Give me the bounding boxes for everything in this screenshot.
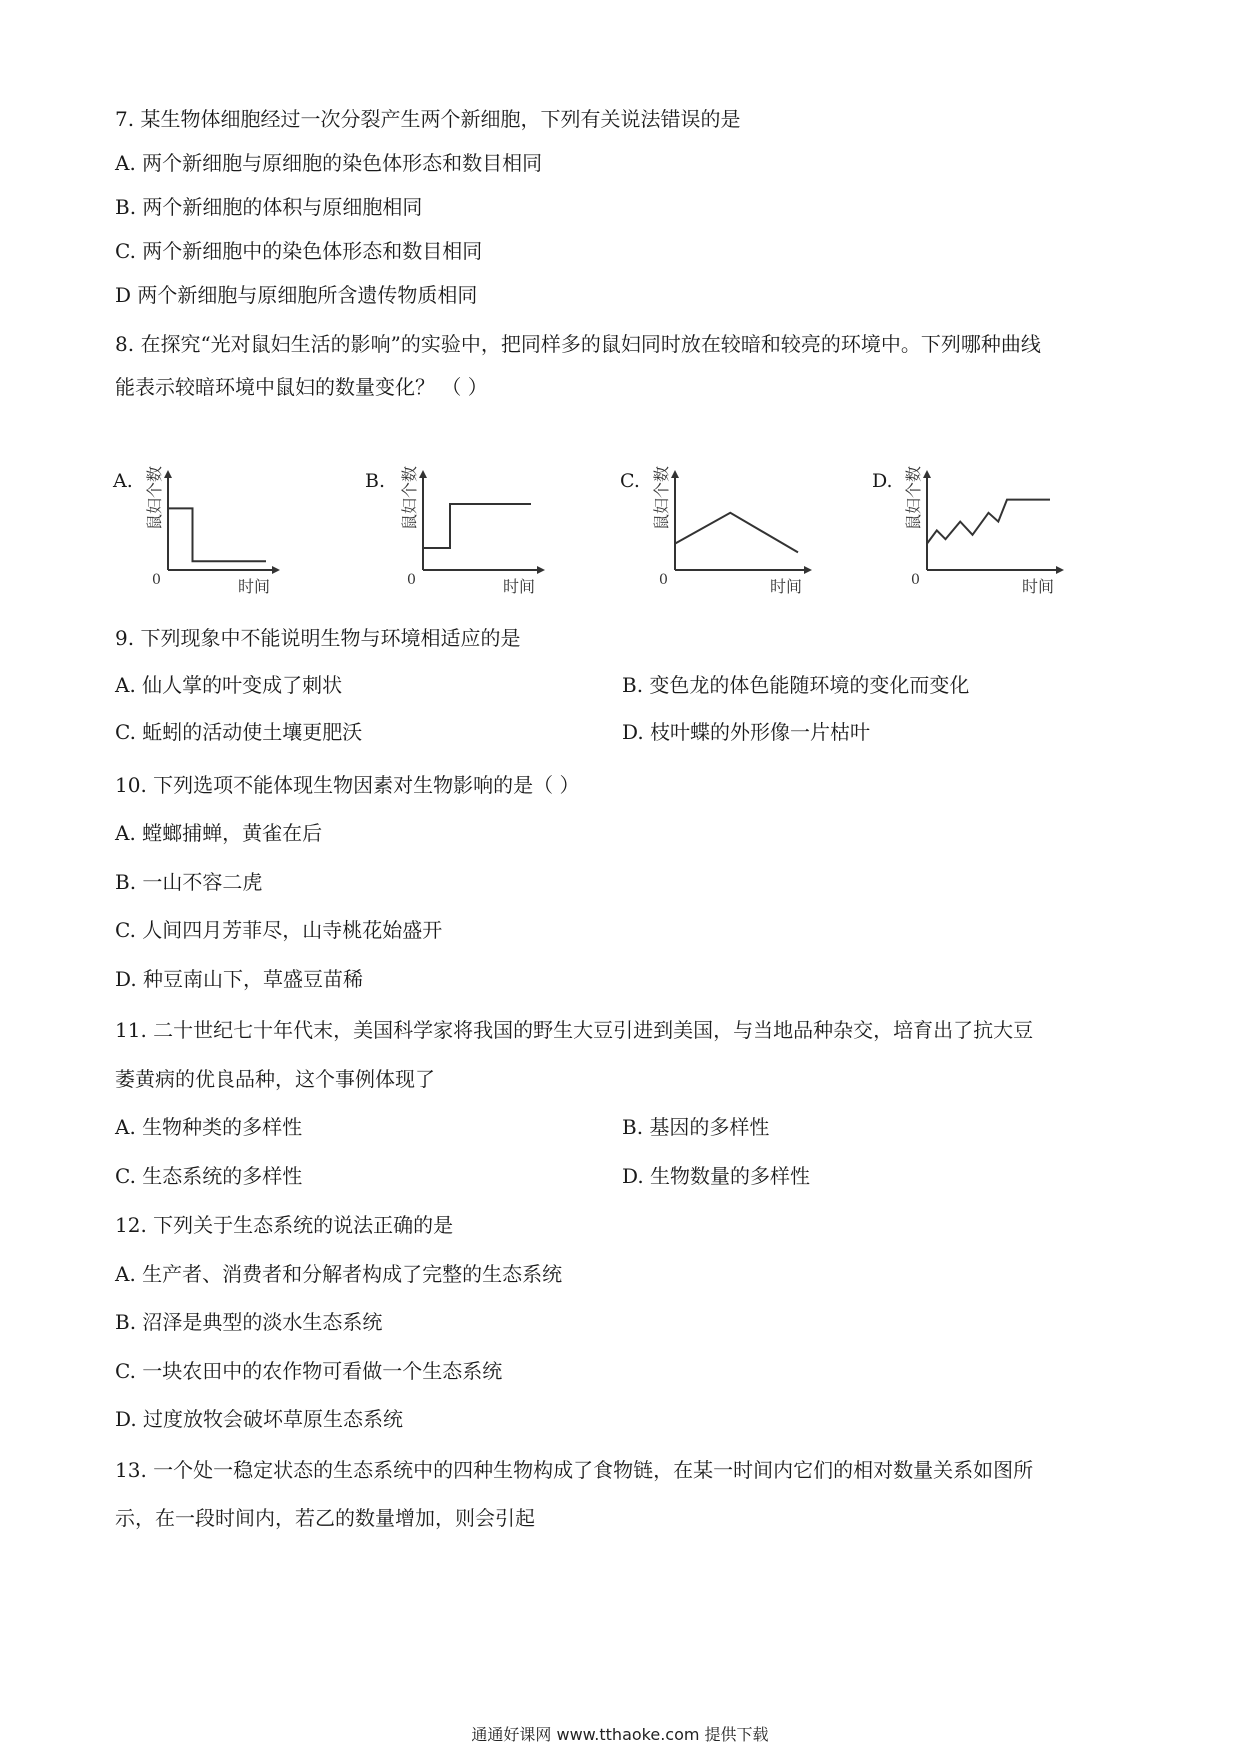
x-axis-arrow bbox=[1056, 566, 1064, 574]
chart-a-letter: A. bbox=[113, 470, 133, 492]
q9-option-a: A. 仙人掌的叶变成了刺状 bbox=[115, 673, 343, 697]
q11-option-c: C. 生态系统的多样性 bbox=[115, 1164, 303, 1188]
q10-stem: 10. 下列选项不能体现生物因素对生物影响的是（ ） bbox=[115, 773, 580, 797]
q13-stem-line1: 13. 一个处一稳定状态的生态系统中的四种生物构成了食物链，在某一时间内它们的相对数量关系如图所 bbox=[115, 1458, 1034, 1482]
y-axis-label: 鼠妇个数 bbox=[400, 465, 419, 530]
q11-stem-line1: 11. 二十世纪七十年代末，美国科学家将我国的野生大豆引进到美国，与当地品种杂交，培育出了抗大豆 bbox=[115, 1018, 1034, 1042]
q12-option-a: A. 生产者、消费者和分解者构成了完整的生态系统 bbox=[115, 1262, 563, 1286]
q12-stem: 12. 下列关于生态系统的说法正确的是 bbox=[115, 1213, 454, 1237]
q12-option-c: C. 一块农田中的农作物可看做一个生态系统 bbox=[115, 1359, 503, 1383]
q9-option-b: B. 变色龙的体色能随环境的变化而变化 bbox=[622, 673, 970, 697]
origin-label: 0 bbox=[407, 572, 416, 588]
y-axis-label: 鼠妇个数 bbox=[652, 465, 671, 530]
q13-stem-line2: 示，在一段时间内，若乙的数量增加，则会引起 bbox=[115, 1506, 535, 1530]
origin-label: 0 bbox=[911, 572, 920, 588]
q7-option-a: A. 两个新细胞与原细胞的染色体形态和数目相同 bbox=[115, 151, 543, 175]
q10-option-b: B. 一山不容二虎 bbox=[115, 870, 263, 894]
q7-stem: 7. 某生物体细胞经过一次分裂产生两个新细胞，下列有关说法错误的是 bbox=[115, 107, 741, 131]
q11-option-d: D. 生物数量的多样性 bbox=[622, 1164, 811, 1188]
y-axis-arrow bbox=[164, 470, 172, 478]
x-axis-label: 时间 bbox=[1022, 577, 1055, 596]
chart-b-letter: B. bbox=[365, 470, 386, 492]
chart-c bbox=[645, 465, 820, 600]
y-axis-label: 鼠妇个数 bbox=[145, 465, 164, 530]
q11-option-a: A. 生物种类的多样性 bbox=[115, 1115, 303, 1139]
series-line bbox=[423, 504, 531, 548]
q8-stem-line1: 8. 在探究“光对鼠妇生活的影响”的实验中，把同样多的鼠妇同时放在较暗和较亮的环境中。下列哪种曲线 bbox=[115, 332, 1041, 356]
series-line bbox=[927, 500, 1050, 544]
q7-option-b: B. 两个新细胞的体积与原细胞相同 bbox=[115, 195, 423, 219]
footer-source: 通通好课网 www.tthaoke.com 提供下载 bbox=[471, 1725, 769, 1744]
y-axis-arrow bbox=[923, 470, 931, 478]
x-axis-arrow bbox=[272, 566, 280, 574]
q7-option-c: C. 两个新细胞中的染色体形态和数目相同 bbox=[115, 239, 483, 263]
q11-stem-line2: 萎黄病的优良品种，这个事例体现了 bbox=[115, 1067, 435, 1091]
y-axis-arrow bbox=[419, 470, 427, 478]
q10-option-d: D. 种豆南山下，草盛豆苗稀 bbox=[115, 967, 364, 991]
x-axis-arrow bbox=[804, 566, 812, 574]
x-axis-label: 时间 bbox=[503, 577, 536, 596]
q10-option-c: C. 人间四月芳菲尽，山寺桃花始盛开 bbox=[115, 918, 443, 942]
x-axis-label: 时间 bbox=[770, 577, 803, 596]
origin-label: 0 bbox=[152, 572, 161, 588]
chart-d bbox=[897, 465, 1072, 600]
series-line bbox=[168, 508, 266, 561]
x-axis-label: 时间 bbox=[238, 577, 271, 596]
series-line bbox=[675, 513, 798, 553]
x-axis-arrow bbox=[537, 566, 545, 574]
q7-option-d: D 两个新细胞与原细胞所含遗传物质相同 bbox=[115, 283, 478, 307]
q9-option-c: C. 蚯蚓的活动使土壤更肥沃 bbox=[115, 720, 363, 744]
y-axis-arrow bbox=[671, 470, 679, 478]
q9-stem: 9. 下列现象中不能说明生物与环境相适应的是 bbox=[115, 626, 521, 650]
q12-option-b: B. 沼泽是典型的淡水生态系统 bbox=[115, 1310, 383, 1334]
chart-d-letter: D. bbox=[872, 470, 893, 492]
chart-c-letter: C. bbox=[620, 470, 640, 492]
origin-label: 0 bbox=[659, 572, 668, 588]
q12-option-d: D. 过度放牧会破坏草原生态系统 bbox=[115, 1407, 404, 1431]
q11-option-b: B. 基因的多样性 bbox=[622, 1115, 770, 1139]
y-axis-label: 鼠妇个数 bbox=[904, 465, 923, 530]
chart-b bbox=[393, 465, 553, 600]
q9-option-d: D. 枝叶蝶的外形像一片枯叶 bbox=[622, 720, 871, 744]
q10-option-a: A. 螳螂捕蝉，黄雀在后 bbox=[115, 821, 323, 845]
q8-stem-line2: 能表示较暗环境中鼠妇的数量变化？ （ ） bbox=[115, 375, 488, 399]
chart-a bbox=[138, 465, 288, 600]
